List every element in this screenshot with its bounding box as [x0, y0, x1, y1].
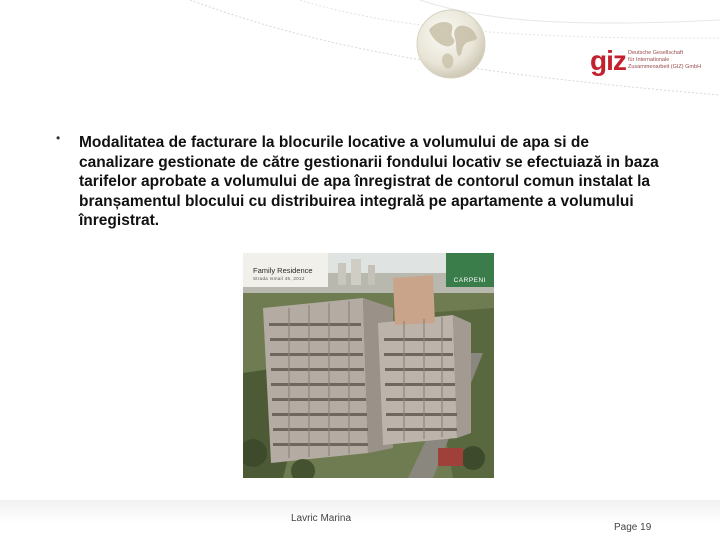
bullet-marker: •	[56, 131, 61, 145]
building-illustration	[243, 253, 494, 478]
building-photo	[243, 253, 494, 478]
photo-caption-title: Family Residence	[253, 266, 313, 275]
body-paragraph: Modalitatea de facturare la blocurile locative a volumului de apa si de canalizare gestionate de către gestionarii fondului locativ se efectuiază in baza tarifelor aprobate a volumului de apa înregistrat de contorul comun instalat la branșamentul blocului cu distribuirea integrală pe apartamente a volumului înregistrat.	[79, 134, 659, 229]
photo-caption-sub: Strada Ismail 45, 2012	[253, 276, 305, 281]
footer-bar	[0, 500, 720, 540]
globe-icon	[415, 8, 487, 80]
photo-brand: CARPENI	[453, 277, 486, 284]
footer-author: Lavric Marina	[291, 513, 352, 524]
logo-line: Deutsche Gesellschaft	[628, 50, 684, 56]
logo-line: Zusammenarbeit (GIZ) GmbH	[628, 64, 702, 70]
logo-tagline	[628, 50, 700, 71]
logo-mark: giz	[590, 45, 626, 76]
page-number: Page 19	[614, 522, 652, 533]
photo-caption	[253, 267, 313, 283]
giz-logo	[590, 46, 700, 80]
logo-line: für Internationale	[628, 57, 670, 63]
